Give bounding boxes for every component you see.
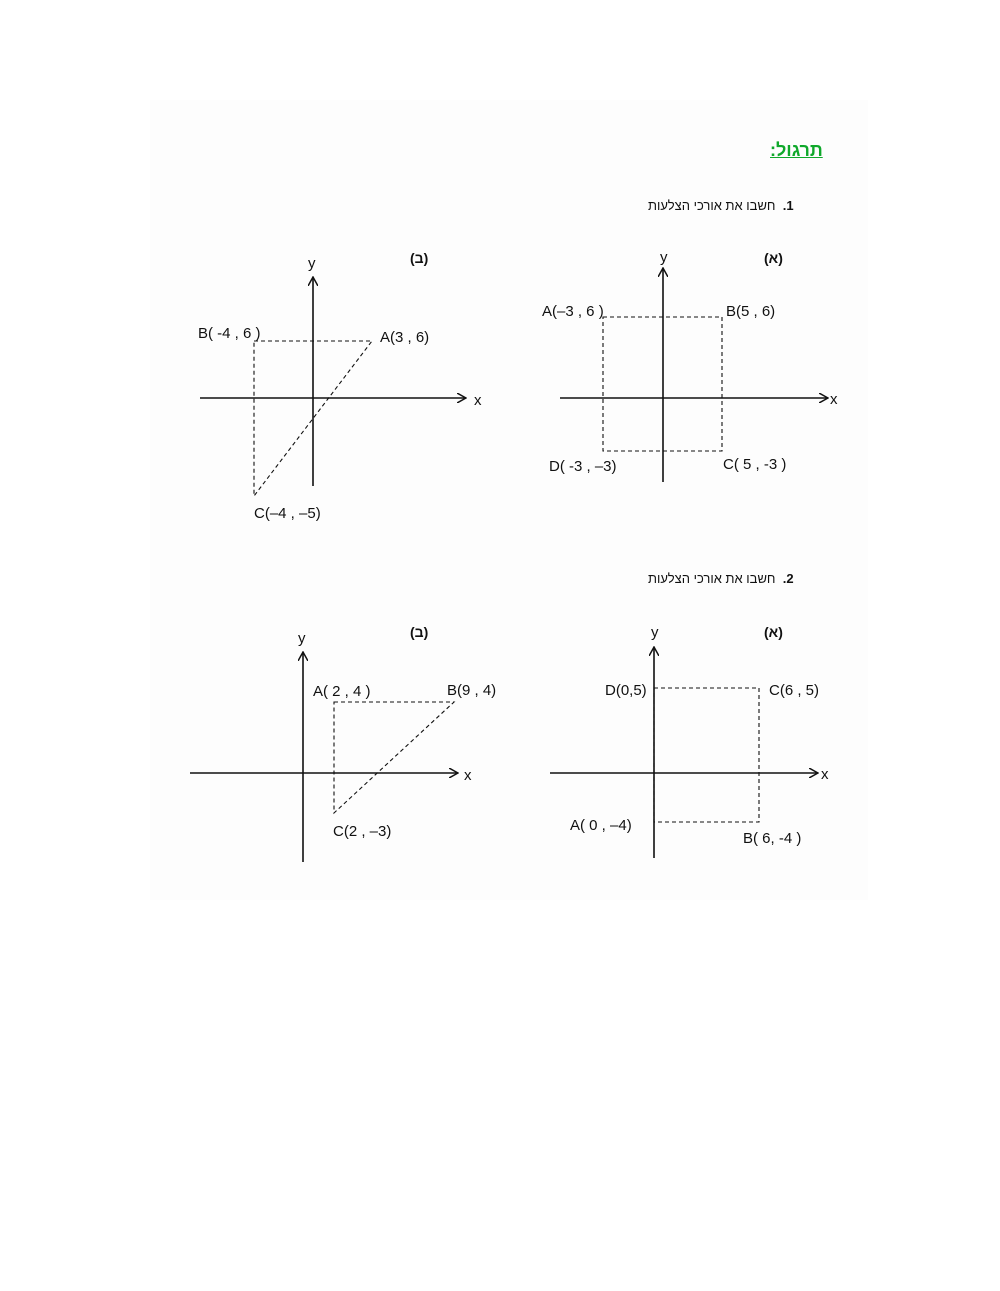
q1a-point-a: A(–3 , 6 ): [542, 303, 604, 320]
q1-part-a-label: (א): [764, 250, 783, 266]
q1b-x-label: x: [474, 392, 482, 409]
question-2-text: חשבו את אורכי הצלעות: [648, 571, 776, 586]
q2a-graph: [550, 624, 829, 858]
q2a-point-b: B( 6, -4 ): [743, 830, 802, 847]
q1a-point-d: D( -3 , –3): [549, 458, 617, 475]
q1b-graph: [198, 255, 482, 522]
q1b-point-b: B( -4 , 6 ): [198, 325, 261, 342]
question-1-number: 1.: [782, 198, 794, 213]
q1b-point-a: A(3 , 6): [380, 329, 430, 346]
page-title: תרגול:: [770, 140, 823, 160]
q2a-x-label: x: [821, 766, 829, 783]
q1a-graph: [542, 249, 838, 482]
q1a-point-c: C( 5 , -3 ): [723, 456, 787, 473]
q2a-rectangle: [654, 688, 759, 822]
q1a-point-b: B(5 , 6): [726, 303, 776, 320]
q1a-x-label: x: [830, 391, 838, 408]
q2b-y-label: y: [298, 630, 306, 647]
q1a-y-label: y: [660, 249, 668, 266]
q2a-point-a: A( 0 , –4): [570, 817, 632, 834]
q2a-point-c: C(6 , 5): [769, 682, 820, 699]
q2-part-a-label: (א): [764, 624, 783, 640]
q2b-point-b: B(9 , 4): [447, 682, 497, 699]
q2a-y-label: y: [651, 624, 659, 641]
q2b-triangle: [334, 702, 454, 813]
q2b-point-c: C(2 , –3): [333, 823, 392, 840]
q2b-graph: [190, 630, 496, 862]
q2-part-b-label: (ב): [410, 624, 429, 640]
q1-part-b-label: (ב): [410, 250, 429, 266]
question-1-text: חשבו את אורכי הצלעות: [648, 198, 776, 213]
q2b-x-label: x: [464, 767, 472, 784]
question-2-number: 2.: [782, 571, 794, 586]
q1b-y-label: y: [308, 255, 316, 272]
q2b-point-a: A( 2 , 4 ): [313, 683, 371, 700]
q2a-point-d: D(0,5): [605, 682, 647, 699]
q1b-point-c: C(–4 , –5): [254, 505, 321, 522]
